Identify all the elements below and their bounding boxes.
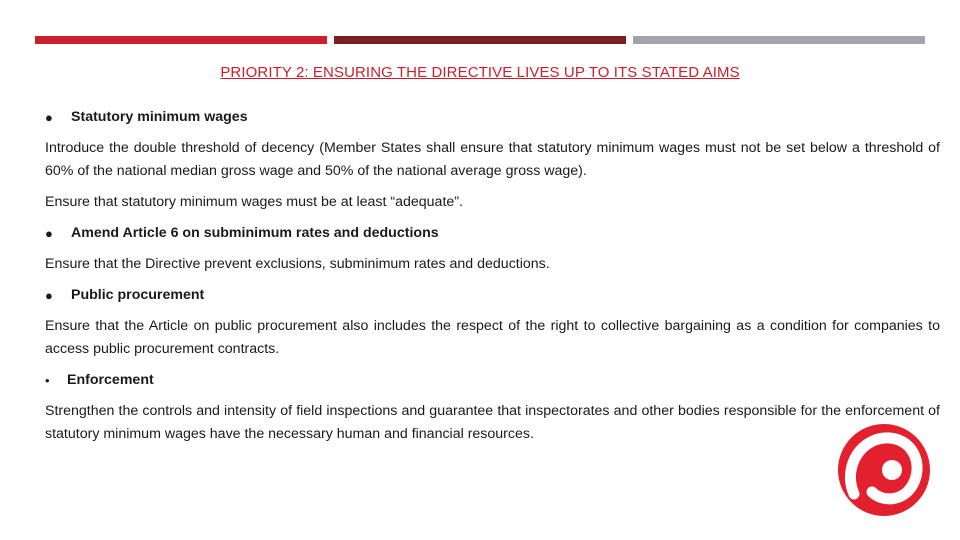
bullet-heading: Public procurement <box>71 287 205 303</box>
paragraph: Ensure that statutory minimum wages must be at least “adequate”. <box>45 194 463 210</box>
bullet-heading: Amend Article 6 on subminimum rates and deductions <box>71 225 439 241</box>
paragraph: Ensure that the Directive prevent exclusions, subminimum rates and deductions. <box>45 256 550 272</box>
bullet-amend-article-6 <box>45 222 940 245</box>
bullet-heading: Statutory minimum wages <box>71 109 248 125</box>
slide-content <box>45 106 940 446</box>
header-bar-grey <box>633 36 925 44</box>
bullet-statutory-minimum-wages <box>45 106 940 129</box>
header-bar-red <box>35 36 327 44</box>
bullet-dot-icon: ● <box>45 226 53 241</box>
bullet-heading: Enforcement <box>67 372 154 388</box>
bullet-public-procurement <box>45 284 940 307</box>
paragraph: Introduce the double threshold of decency (Member States shall ensure that statutory minimum wages must not be set below a threshold of 60% of the national median gross wage and 50% of the national average gross wage). <box>45 140 940 179</box>
header-bar-maroon <box>334 36 626 44</box>
slide-title: PRIORITY 2: ENSURING THE DIRECTIVE LIVES UP TO ITS STATED AIMS <box>220 64 740 81</box>
bullet-dot-icon: ● <box>45 288 53 303</box>
bullet-dot-icon: • <box>45 373 50 388</box>
paragraph: Strengthen the controls and intensity of field inspections and guarantee that inspectorates and other bodies responsible for the enforcement of statutory minimum wages have the necessary human and financial resources. <box>45 403 940 442</box>
bullet-dot-icon: ● <box>45 110 53 125</box>
logo-inner-dot <box>882 460 902 480</box>
paragraph: Ensure that the Article on public procurement also includes the respect of the right to collective bargaining as a condition for companies to access public procurement contracts. <box>45 318 940 357</box>
union-logo-icon <box>832 420 936 520</box>
bullet-enforcement <box>45 369 940 392</box>
